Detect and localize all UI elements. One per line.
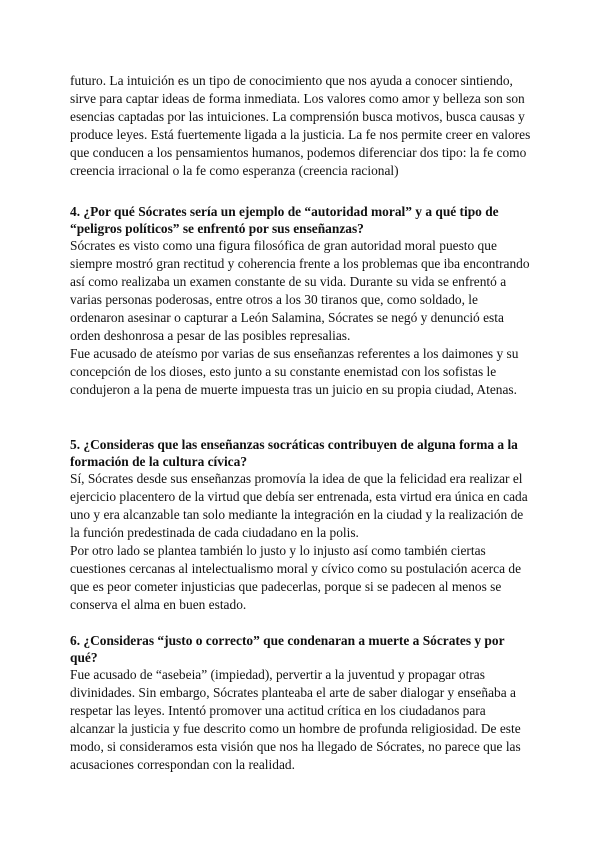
question-6-heading: 6. ¿Consideras “justo o correcto” que condenaran a muerte a Sócrates y por qué?: [70, 633, 505, 665]
question-5-answer-paragraph-2: Por otro lado se plantea también lo justo y lo injusto así como también ciertas cuestiones cercanas al intelectualismo moral y cívico como su postulación acerca de que es peor cometer injusticias que padecerlas, porque si se padecen al menos se conserva el alma en buen estado.: [70, 543, 522, 612]
question-4-answer-paragraph-2: Fue acusado de ateísmo por varias de sus enseñanzas referentes a los daimones y su concepción de los dioses, esto junto a su constante enemistad con los sofistas le condujeron a la pena de muerte impuesta tras un juicio en su propia ciudad, Atenas.: [70, 346, 519, 397]
intro-section: [70, 72, 532, 180]
question-5-section: [70, 436, 532, 614]
question-4-heading: 4. ¿Por qué Sócrates sería un ejemplo de “autoridad moral” y a qué tipo de “peligros políticos” se enfrentó por sus enseñanzas?: [70, 204, 499, 236]
question-4-section: [70, 203, 532, 399]
question-4-answer-paragraph-1: Sócrates es visto como una figura filosófica de gran autoridad moral puesto que siempre mostró gran rectitud y coherencia frente a los problemas que iba encontrando así como realizaba un examen constante de su vida. Durante su vida se enfrentó a varias personas poderosas, entre otros a los 30 tiranos que, como soldado, le ordenaron asesinar o capturar a León Salamina, Sócrates se negó y denunció esta orden deshonrosa a pesar de las posibles represalias.: [70, 238, 530, 343]
question-6-answer-paragraph-1: Fue acusado de “asebeia” (impiedad), pervertir a la juventud y propagar otras divinidades. Sin embargo, Sócrates planteaba el arte de saber dialogar y enseñaba a respetar las leyes. Intentó promover una actitud crítica en los ciudadanos para alcanzar la justicia y fue descrito como un hombre de profunda religiosidad. De este modo, si consideramos esta visión que nos ha llegado de Sócrates, no parece que las acusaciones correspondan con la realidad.: [70, 667, 521, 772]
question-6-section: [70, 632, 532, 774]
intro-paragraph: futuro. La intuición es un tipo de conocimiento que nos ayuda a conocer sintiendo, sirve para captar ideas de forma inmediata. Los valores como amor y belleza son son esencias captadas por las intuiciones. La comprensión busca motivos, busca causas y produce leyes. Está fuertemente ligada a la justicia. La fe nos permite creer en valores que conducen a los pensamientos humanos, podemos diferenciar dos tipo: la fe como creencia irracional o la fe como esperanza (creencia racional): [70, 73, 531, 178]
question-5-heading: 5. ¿Consideras que las enseñanzas socráticas contribuyen de alguna forma a la formación de la cultura cívica?: [70, 437, 518, 469]
question-5-answer-paragraph-1: Sí, Sócrates desde sus enseñanzas promovía la idea de que la felicidad era realizar el ejercicio placentero de la virtud que debía ser entrenada, esta virtud era única en cada uno y era alcanzable tan solo mediante la integración en la ciudad y la realización de la función predestinada de cada ciudadano en la polis.: [70, 471, 528, 540]
